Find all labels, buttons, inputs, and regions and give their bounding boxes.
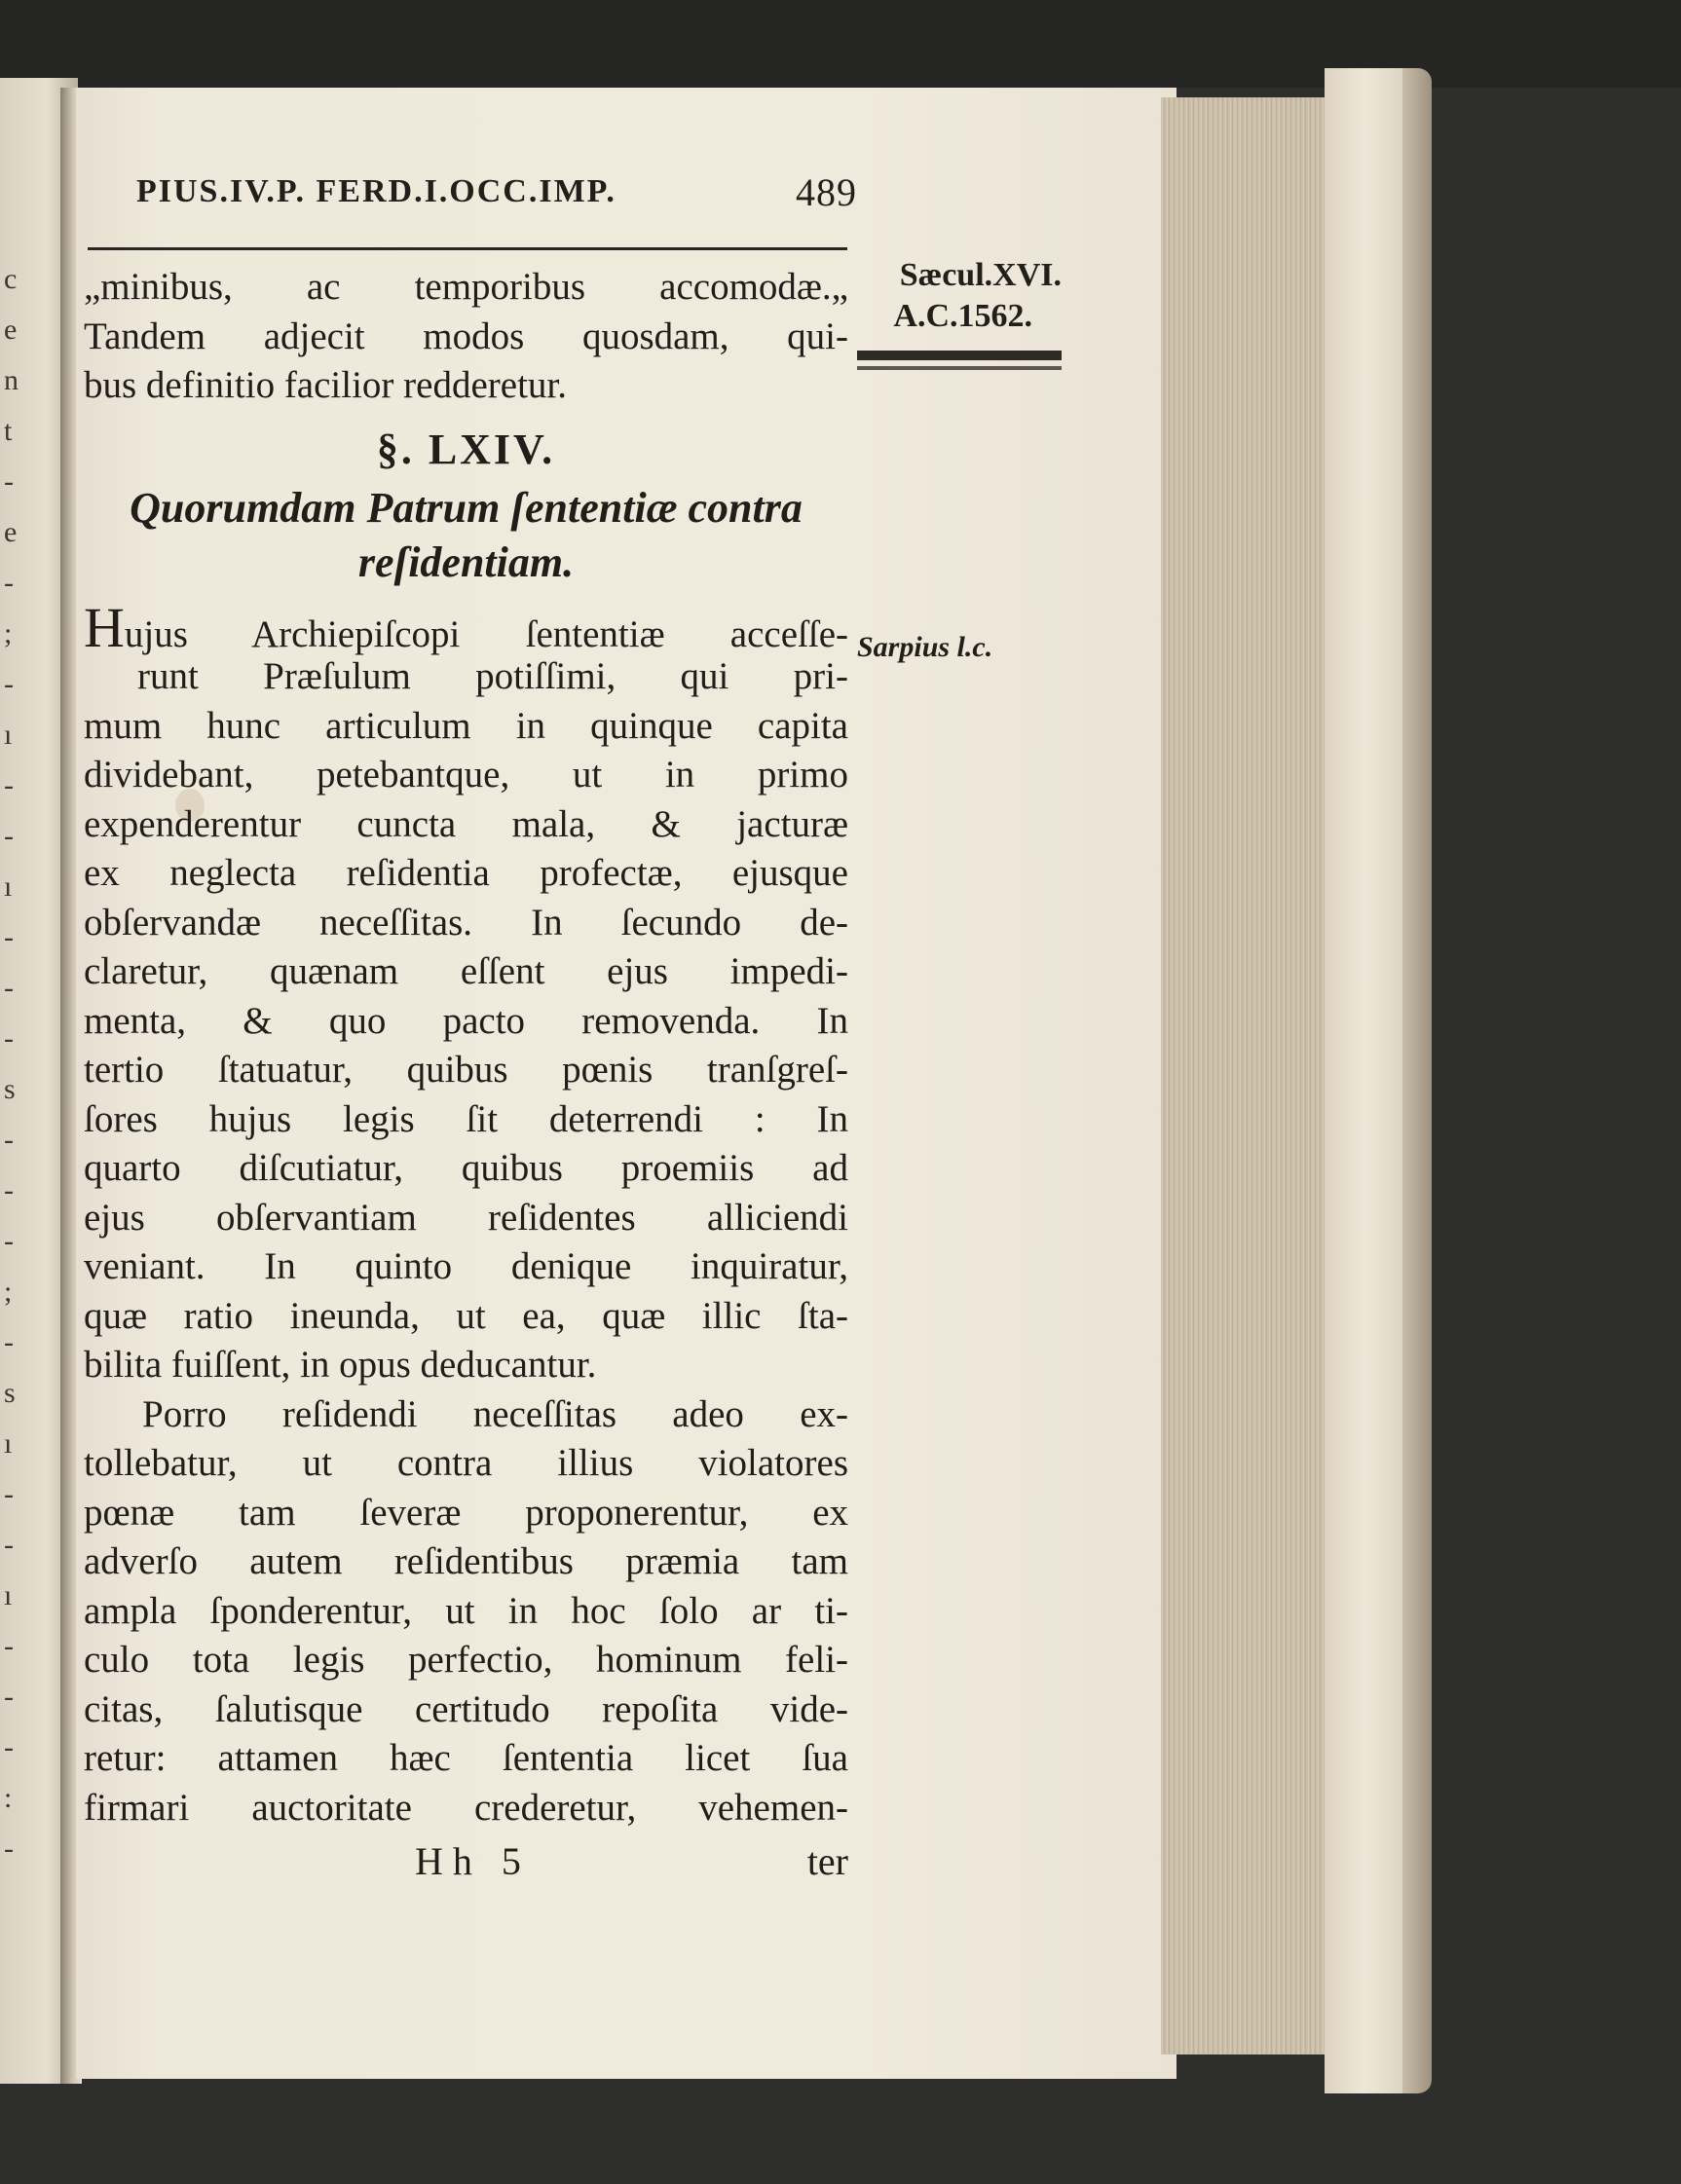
text-line: menta, & quo pacto removenda. In	[84, 999, 848, 1042]
left-page-fragment: -	[4, 769, 14, 801]
running-head-title: PIUS.IV.P. FERD.I.OCC.IMP.	[136, 173, 616, 209]
text-line: Porro reſidendi neceſſitas adeo ex-	[142, 1392, 848, 1435]
text-line: expenderentur cuncta mala, & jacturæ	[84, 802, 848, 845]
text-line: quarto diſcutiatur, quibus proemiis ad	[84, 1147, 848, 1189]
page-edges	[1161, 97, 1326, 2054]
left-page-fragment: -	[4, 1022, 14, 1055]
left-page-fragment: -	[4, 1478, 14, 1510]
left-page-fragment: :	[4, 1782, 13, 1814]
left-page-fragment: -	[4, 1529, 14, 1561]
section-heading-line: reſidentiam.	[357, 537, 575, 586]
text-line: obſervandæ neceſſitas. In ſecundo de-	[84, 901, 848, 944]
left-page-fragment: ;	[4, 617, 13, 649]
section-heading	[84, 481, 848, 590]
signature-mark: Hh 5	[415, 1839, 531, 1883]
text-line: Tandem adjecit modos quosdam, qui-	[84, 315, 848, 357]
text-line: dividebant, petebantque, ut in primo	[84, 754, 848, 796]
text-line: firmari auctoritate crederetur, vehemen-	[84, 1786, 848, 1829]
text-line: bilita fuiſſent, in opus deducantur.	[84, 1344, 597, 1386]
text-line: ſores hujus legis ſit deterrendi : In	[84, 1097, 848, 1140]
left-page-fragment: -	[4, 1326, 14, 1358]
header-rule	[88, 247, 847, 250]
left-page-fragment: n	[4, 364, 19, 396]
text-line: ejus obſervantiam reſidentes alliciendi	[84, 1196, 848, 1239]
text-line: „minibus, ac temporibus accomodæ.„	[84, 266, 848, 308]
left-page-fragment: e	[4, 516, 18, 548]
text-line-content: ujus Archiepiſcopi ſententiæ acceſſe-	[124, 612, 848, 655]
left-page-fragment: t	[4, 415, 13, 447]
text-line: adverſo autem reſidentibus præmia tam	[84, 1540, 848, 1582]
margin-saeculum: Sæcul.XVI.	[899, 257, 1062, 293]
section-number: §. LXIV.	[376, 425, 556, 473]
text-line: runt Præſulum potiſſimi, qui pri-	[137, 655, 848, 697]
margin-note-date	[857, 255, 1062, 337]
left-page-fragment: s	[4, 1073, 16, 1105]
left-page-fragment: -	[4, 1225, 14, 1257]
left-page-fragment: ı	[4, 719, 13, 751]
margin-rule-thin	[857, 366, 1062, 370]
text-line: mum hunc articulum in quinque capita	[84, 704, 848, 747]
left-page-fragment: -	[4, 820, 14, 852]
left-page-fragment: -	[4, 1731, 14, 1763]
left-page-fragment: -	[4, 972, 14, 1004]
catchword: ter	[806, 1839, 848, 1883]
margin-rule	[857, 351, 1062, 360]
text-line: ex neglecta reſidentia profectæ, ejusque	[84, 852, 848, 894]
running-head	[136, 170, 857, 214]
text-line: veniant. In quinto denique inquiratur,	[84, 1245, 848, 1287]
left-page-fragment: s	[4, 1377, 16, 1409]
left-page-fragment: -	[4, 668, 14, 700]
text-line: tollebatur, ut contra illius violatores	[84, 1442, 848, 1484]
text-line: claretur, quænam eſſent ejus impedi-	[84, 950, 848, 992]
text-line: culo tota legis perfectio, hominum feli-	[84, 1639, 848, 1681]
section-heading-line: Quorumdam Patrum ſententiæ contra	[130, 483, 803, 532]
left-page-fragment: -	[4, 465, 14, 498]
text-line: retur: attamen hæc ſententia licet ſua	[84, 1737, 848, 1779]
left-page-fragment: -	[4, 567, 14, 599]
text-line: bus definitio facilior redderetur.	[84, 364, 567, 406]
main-text	[84, 263, 848, 1832]
text-line: tertio ſtatuatur, quibus pœnis tranſgreſ-	[84, 1049, 848, 1091]
left-page-fragment: e	[4, 314, 18, 346]
left-page-fragment: -	[4, 1630, 14, 1662]
left-page-fragment: ı	[4, 1427, 13, 1460]
left-page-fragment: c	[4, 263, 18, 295]
text-line: pœnæ tam ſeveræ proponerentur, ex	[84, 1491, 848, 1534]
drop-cap: H	[84, 595, 125, 659]
page-footer	[84, 1838, 848, 1887]
left-page-fragment: -	[4, 1124, 14, 1156]
text-line	[84, 595, 848, 659]
text-line: ampla ſponderentur, ut in hoc ſolo ar ti-	[84, 1589, 848, 1632]
left-page-fragment: -	[4, 1681, 14, 1713]
left-page-fragment: -	[4, 1832, 14, 1865]
book-cover-edge	[1402, 68, 1432, 2093]
left-page-fragment: -	[4, 1174, 14, 1206]
margin-note-source: Sarpius l.c.	[857, 631, 993, 663]
text-line: citas, ſalutisque certitudo repoſita vide-	[84, 1687, 848, 1730]
left-page-fragment: -	[4, 921, 14, 953]
text-line: quæ ratio ineunda, ut ea, quæ illic ſta-	[84, 1294, 848, 1337]
margin-anno: A.C.1562.	[893, 298, 1032, 334]
left-page-fragment: ı	[4, 1579, 13, 1611]
page-number: 489	[796, 170, 857, 214]
left-page-fragment: ı	[4, 870, 13, 903]
left-page-fragment: ;	[4, 1276, 13, 1308]
